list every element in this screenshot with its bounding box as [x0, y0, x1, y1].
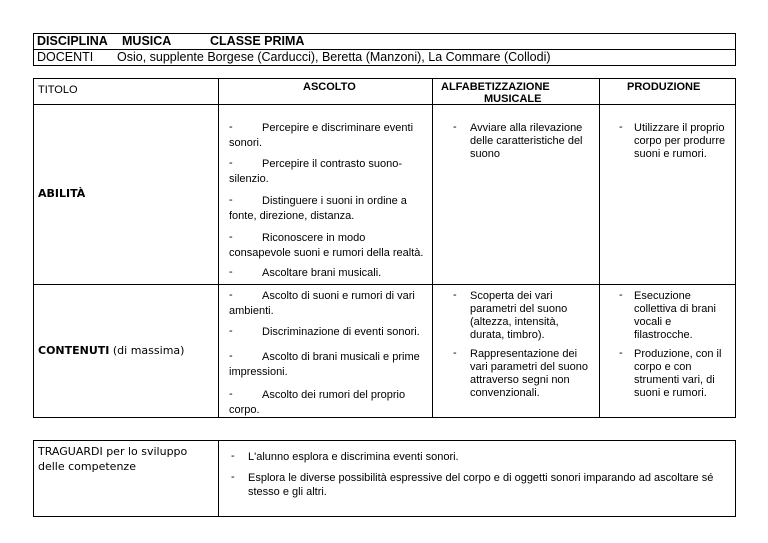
list-item-line: delle caratteristiche del [470, 135, 583, 147]
list-item-line: Esplora le diverse possibilità espressive del corpo e di oggetti sonori imparando ad ascoltare sé [248, 472, 714, 484]
abilita-label: ABILITÀ [38, 187, 86, 200]
docenti-label: DOCENTI [37, 50, 94, 64]
list-item-line: Ascolto di brani musicali e prime [262, 351, 420, 363]
col-produzione: PRODUZIONE [627, 81, 701, 93]
bullet-icon: - [229, 350, 233, 362]
bullet-icon: - [231, 450, 235, 462]
bullet-icon: - [229, 388, 233, 400]
docenti-value: Osio, supplente Borgese (Carducci), Beretta (Manzoni), La Commare (Collodi) [117, 50, 551, 64]
bullet-icon: - [229, 157, 233, 169]
bullet-icon: - [229, 194, 233, 206]
list-item-line: Ascoltare brani musicali. [262, 267, 382, 279]
list-item-line: filastrocche. [634, 329, 693, 341]
list-item-line: suoni e rumori. [634, 387, 707, 399]
list-item-line: Ascolto di suoni e rumori di vari [262, 290, 415, 302]
classe-label: CLASSE PRIMA [210, 34, 305, 48]
list-item-line: parametri del suono [470, 303, 568, 315]
list-item-line: corpo e con [634, 361, 692, 373]
list-item-line: Rappresentazione dei [470, 348, 578, 360]
bullet-icon: - [453, 121, 457, 133]
list-item-line: consapevole suoni e rumori della realtà. [229, 247, 424, 259]
list-item-line: durata, timbro). [470, 329, 545, 341]
list-item-line: impressioni. [229, 366, 288, 378]
col-alfabetizzazione: ALFABETIZZAZIONE [441, 81, 550, 93]
list-item-line: suoni e rumori. [634, 148, 707, 160]
bullet-icon: - [453, 347, 457, 359]
list-item-line: vari parametri del suono [470, 361, 589, 373]
disciplina-label: DISCIPLINA [37, 34, 108, 48]
list-item-line: ambienti. [229, 305, 274, 317]
list-item-line: vocali e [634, 316, 672, 328]
list-item-line: fonte, direzione, distanza. [229, 210, 355, 222]
contenuti-label-rest: (di massima) [109, 344, 185, 357]
list-item-line: Ascolto dei rumori del proprio [262, 389, 406, 401]
bullet-icon: - [619, 121, 623, 133]
list-item-line: Produzione, con il [634, 348, 722, 360]
bullet-icon: - [229, 121, 233, 133]
col-titolo: TITOLO [38, 84, 78, 96]
col-alfabetizzazione-2: MUSICALE [484, 93, 542, 105]
list-item-line: Riconoscere in modo [262, 232, 366, 244]
list-item-line: (altezza, intensità, [470, 316, 559, 328]
traguardi-label-2: delle competenze [38, 460, 136, 473]
list-item-line: Scoperta dei vari [470, 290, 553, 302]
bullet-icon: - [231, 471, 235, 483]
list-item-line: Distinguere i suoni in ordine a [262, 195, 407, 207]
col-line-3 [599, 78, 600, 418]
traguardi-divider [218, 440, 219, 517]
list-item-line: sonori. [229, 137, 263, 149]
contenuti-label-bold: CONTENUTI [38, 344, 110, 357]
list-item-line: strumenti vari, di [634, 374, 715, 386]
col-line-2 [432, 78, 433, 418]
list-item-line: L'alunno esplora e discrimina eventi sonori. [248, 451, 459, 463]
bullet-icon: - [453, 289, 457, 301]
disciplina-value: MUSICA [122, 34, 172, 48]
contenuti-label [38, 344, 184, 358]
row-line-1 [33, 104, 736, 105]
bullet-icon: - [229, 289, 233, 301]
list-item-line: Percepire il contrasto suono- [262, 158, 403, 170]
list-item-line: stesso e gli altri. [248, 486, 327, 498]
list-item-line: silenzio. [229, 173, 269, 185]
list-item-line: corpo per produrre [634, 135, 726, 147]
list-item-line: corpo. [229, 404, 260, 416]
list-item-line: Discriminazione di eventi sonori. [262, 326, 420, 338]
traguardi-label-1: TRAGUARDI per lo sviluppo [38, 445, 188, 458]
list-item-line: Utilizzare il proprio [634, 122, 725, 134]
list-item-line: Percepire e discriminare eventi [262, 122, 414, 134]
list-item-line: collettiva di brani [634, 303, 716, 315]
col-ascolto: ASCOLTO [303, 81, 356, 93]
list-item-line: Esecuzione [634, 290, 691, 302]
list-item-line: attraverso segni non [470, 374, 570, 386]
list-item-line: convenzionali. [470, 387, 540, 399]
bullet-icon: - [229, 266, 233, 278]
bullet-icon: - [229, 325, 233, 337]
col-line-1 [218, 78, 219, 418]
bullet-icon: - [619, 347, 623, 359]
bullet-icon: - [229, 231, 233, 243]
list-item-line: suono [470, 148, 500, 160]
bullet-icon: - [619, 289, 623, 301]
list-item-line: Avviare alla rilevazione [470, 122, 583, 134]
row-line-2 [33, 284, 736, 285]
